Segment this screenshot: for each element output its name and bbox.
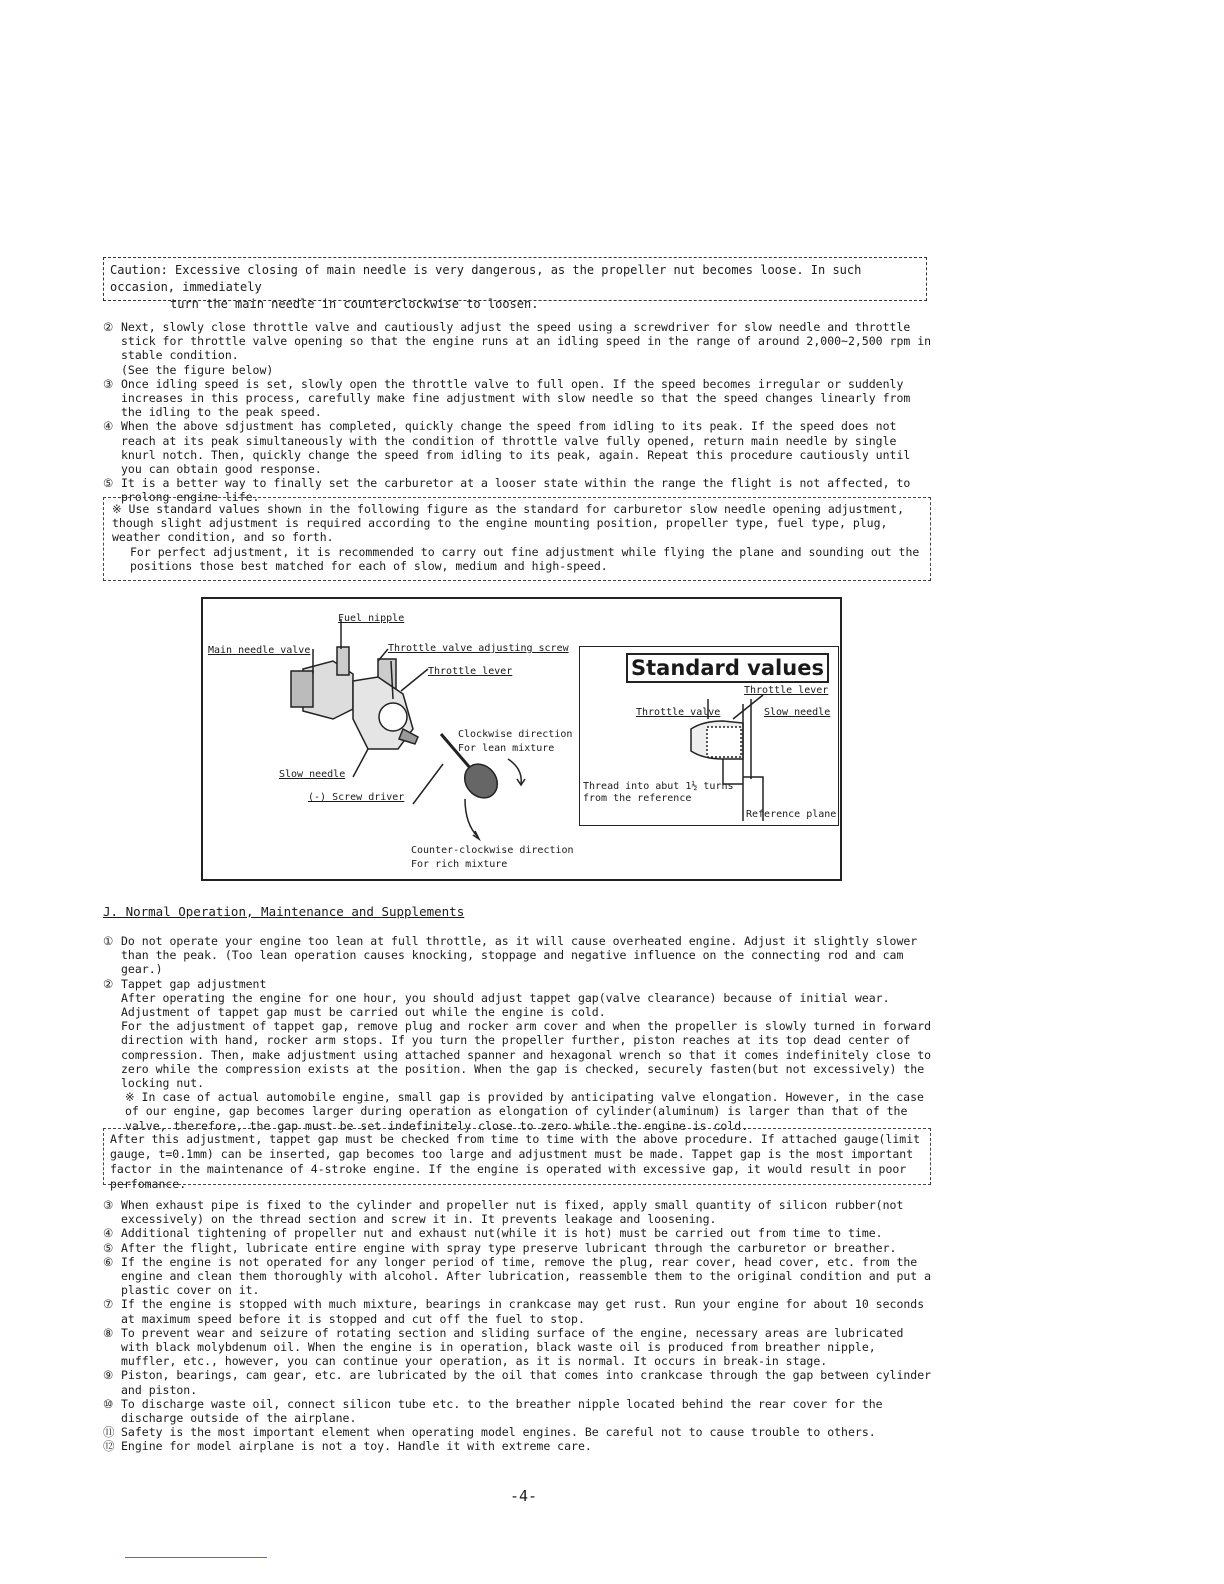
item-text: Safety is the most important element when operating model engines. Be careful not to cause trouble to others. [121,1425,876,1440]
item-text: Piston, bearings, cam gear, etc. are lubricated by the oil that comes into crankcase through the gap between cylinder and piston. [121,1368,932,1397]
item-text: Tappet gap adjustment [121,976,267,991]
label-clockwise: Clockwise direction [458,729,573,740]
list-item [103,363,933,377]
label-reference-plane: Reference plane [746,809,837,820]
page-number: -4- [510,1487,538,1505]
item-text: If the engine is stopped with much mixture, bearings in crankcase may get rust. Run your engine for about 10 seconds at maximum speed before it is stopped and cut off the fuel to stop. [121,1297,925,1326]
item-text: Engine for model airplane is not a toy. Handle it with extreme care. [121,1439,592,1454]
item-number: ⑦ [103,1297,114,1312]
label-main-needle-valve: Main needle valve [208,645,311,656]
item-number: ③ [103,1198,114,1212]
item-text: To prevent wear and seizure of rotating section and sliding surface of the engine, necessary areas are lubricated with black molybdenum oil. When the engine is in operation, black waste oil is produced from breather nipple, muffler, etc., however, you can continue your operation, as it is normal. It occurs in break-in stage. [121,1325,904,1369]
caution-box [103,257,927,311]
item-number [103,363,121,377]
item-text: ※ In case of actual automobile engine, small gap is provided by anticipating valve elongation. However, in the case of our engine, gap becomes larger during operation as elongation of cylinder(aluminum) is larger than that of the valve, therefore, the gap must be set indefinitely close to zero while the engine is cold. [125,1090,924,1133]
note-paragraph-2: For perfect adjustment, it is recommended to carry out fine adjustment while flying the plane and sounding out the positions those best matched for each of slow, medium and high-speed. [130,544,920,573]
item-text: Once idling speed is set, slowly open the throttle valve to full open. If the speed becomes irregular or suddenly increases in this process, carefully make fine adjustment with slow needle so that the speed changes linearly from the idling to the peak speed. [121,376,911,420]
label-std-throttle-lever: Throttle lever [744,685,829,696]
item-number: ④ [103,1226,114,1241]
item-number: ⑫ [103,1439,115,1454]
item-text: Additional tightening of propeller nut and exhaust nut(while it is hot) must be carried out from time to time. [121,1226,883,1241]
item-number: ③ [103,376,114,391]
standard-values-title: Standard values [626,653,829,683]
item-number: ④ [103,419,114,434]
list-item [103,419,933,476]
list-item [103,1226,933,1240]
standard-values-box [579,646,839,826]
list-item [103,1439,933,1453]
item-number [103,1090,121,1133]
tappet-gap-note: After this adjustment, tappet gap must be checked from time to time with the above procedure. If attached gauge(limit gauge, t=0.1mm) can be inserted, gap becomes too large and adjustment must be made. Tappet gap is the most important factor in the maintenance of 4-stroke engine. If the engine is operated with excessive gap, it would result in poor perfomance. [103,1128,931,1185]
list-item [103,1368,933,1396]
list-item [103,977,933,991]
item-text: Next, slowly close throttle valve and cautiously adjust the speed using a screwdriver for slow needle and throttle stick for throttle valve opening so that the engine runs at an idling speed in the range of around 2,000~2,500 rpm in stable condition. [121,320,932,363]
item-number: ① [103,934,114,948]
list-item [103,1326,933,1369]
label-rich-mixture: For rich mixture [411,859,508,870]
steps-j1 [103,934,933,1133]
item-text: It is a better way to finally set the carburetor at a looser state within the range the flight is not affected, to prolong engine life. [121,476,911,505]
item-number: ⑨ [103,1368,114,1383]
item-text: When exhaust pipe is fixed to the cylinder and propeller nut is fixed, apply small quantity of silicon rubber(not excessively) on the thread section and screw it in. It prevents leakage and loosening. [121,1198,904,1227]
item-text: After the flight, lubricate entire engine with spray type preserve lubricant through the carburetor or breather. [121,1240,897,1255]
item-number: ⑤ [103,1240,114,1255]
item-number [103,1019,121,1090]
label-lean-mixture: For lean mixture [458,743,555,754]
item-text: If the engine is not operated for any longer period of time, remove the plug, rear cover, head cover, etc. from the engine and clean them thoroughly with alcohol. After lubrication, reassemble them to the original condition and put a plastic cover on it. [121,1254,932,1298]
list-item [103,991,933,1019]
item-text: (See the figure below) [121,362,274,377]
steps-j2 [103,1198,933,1454]
list-item [103,1241,933,1255]
item-number: ② [103,976,114,991]
list-item [103,377,933,420]
steps-top [103,320,933,505]
label-std-slow-needle: Slow needle [764,707,831,718]
label-slow-needle: Slow needle [279,769,346,780]
item-number: ② [103,320,114,334]
item-number: ⑥ [103,1254,114,1269]
caution-line-1: Caution: Excessive closing of main needle is very dangerous, as the propeller nut becomes loose. In such occasion, immediately [110,263,862,294]
list-item [103,1297,933,1325]
label-counter-clockwise: Counter-clockwise direction [411,845,574,856]
note-paragraph-1: ※ Use standard values shown in the following figure as the standard for carburetor slow needle opening adjustment, though slight adjustment is required according to the engine mounting position, propeller type, fuel type, plug, weather condition, and so forth. [112,502,905,545]
list-item [103,1255,933,1298]
label-fuel-nipple: Fuel nipple [338,613,405,624]
item-number: ⑪ [103,1425,115,1440]
list-item [103,1090,933,1133]
list-item [103,1425,933,1439]
carburetor-diagram [201,597,842,881]
caution-line-2: turn the main needle in counterclockwise to loosen. [170,297,539,311]
item-number: ⑤ [103,476,114,491]
label-from-reference: from the reference [583,793,692,804]
item-number [103,991,121,1019]
item-number: ⑧ [103,1325,114,1340]
list-item [103,320,933,363]
label-screw-driver: (-) Screw driver [308,792,405,803]
list-item [103,934,933,977]
item-number: ⑩ [103,1396,114,1411]
section-title: J. Normal Operation, Maintenance and Supplements [103,904,465,919]
item-text: After operating the engine for one hour, you should adjust tappet gap(valve clearance) because of initial wear. Adjustment of tappet gap must be carried out while the engine is cold. [121,990,890,1020]
footer-rule [125,1557,267,1558]
item-text: When the above sdjustment has completed, quickly change the speed from idling to its peak. If the speed does not reach at its peak simultaneously with the condition of throttle valve fully opened, return main needle by single knurl notch. Then, quickly change the speed from idling to its peak, again. Repeat this procedure cautiously until you can obtain good response. [121,419,911,477]
list-item [103,1019,933,1090]
label-throttle-lever: Throttle lever [428,666,513,677]
list-item [103,1198,933,1226]
label-thread-turns: Thread into abut 1½ turns [583,781,734,792]
item-text: Do not operate your engine too lean at full throttle, as it will cause overheated engine. Adjust it slightly slower than the peak. (Too lean operation causes knocking, stoppage and negative influence on the connecting rod and cam gear.) [121,934,918,977]
item-text: For the adjustment of tappet gap, remove plug and rocker arm cover and when the propeller is slowly turned in forward direction with hand, rocker arm stops. If you turn the propeller further, piston reaches at its top dead center of compression. Then, make adjustment using attached spanner and hexagonal wrench so that it comes indefinitely close to zero while the compression exists at the position. When the gap is checked, securely fasten(but not excessively) the locking nut. [121,1019,932,1091]
item-text: To discharge waste oil, connect silicon tube etc. to the breather nipple located behind the rear cover for the discharge outside of the airplane. [121,1396,883,1426]
label-throttle-adjusting-screw: Throttle valve adjusting screw [388,643,569,654]
list-item [103,1397,933,1425]
standard-values-note [103,497,931,581]
label-std-throttle-valve: Throttle valve [636,707,721,718]
